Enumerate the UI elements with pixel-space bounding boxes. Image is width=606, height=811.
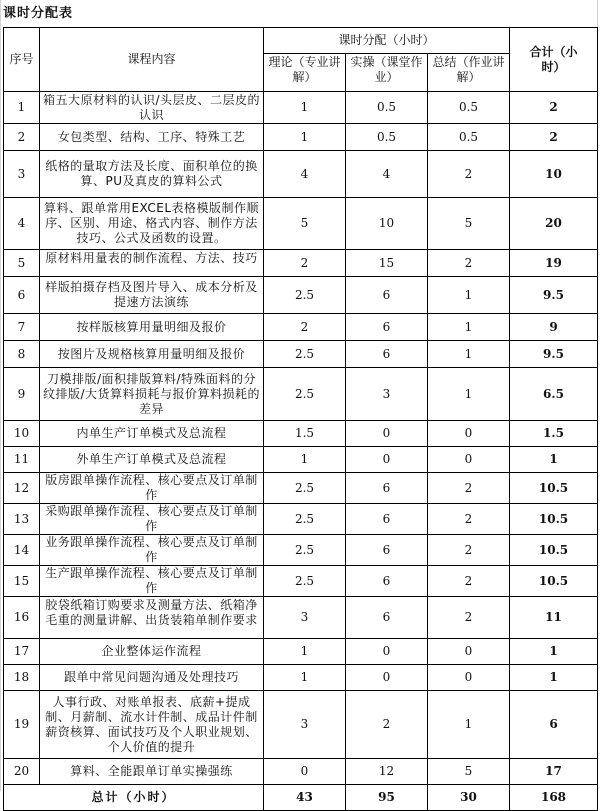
table-row <box>4 151 598 198</box>
sheet-left-edge <box>0 0 1 791</box>
row-theory[interactable]: 1 <box>264 92 346 124</box>
row-summary[interactable]: 2 <box>428 566 510 597</box>
table-row <box>4 504 598 535</box>
table-row <box>4 535 598 566</box>
row-index[interactable]: 10 <box>4 421 40 447</box>
row-index[interactable]: 7 <box>4 314 40 341</box>
row-practice[interactable]: 6 <box>346 597 428 639</box>
row-summary[interactable]: 0.5 <box>428 124 510 151</box>
row-index[interactable]: 11 <box>4 447 40 473</box>
row-content[interactable]: 外单生产订单模式及总流程 <box>40 447 264 473</box>
table-row <box>4 639 598 665</box>
row-theory[interactable]: 2.5 <box>264 473 346 504</box>
row-summary[interactable]: 0.5 <box>428 92 510 124</box>
row-content[interactable]: 按图片及规格核算用量明细及报价 <box>40 341 264 368</box>
row-content[interactable]: 刀模排版/面积排版算料/特殊面料的分纹排版/大货算料损耗与报价算料损耗的差异 <box>40 368 264 421</box>
row-theory[interactable]: 1.5 <box>264 421 346 447</box>
row-practice[interactable]: 0.5 <box>346 92 428 124</box>
header-total-label: 合计（小时） <box>529 44 578 74</box>
row-practice[interactable]: 6 <box>346 277 428 314</box>
row-content-text: 原材料用量表的制作流程、方法、技巧 <box>45 251 258 265</box>
row-total[interactable]: 9 <box>510 314 598 341</box>
row-content[interactable]: 业务跟单操作流程、核心要点及订单制作 <box>40 535 264 566</box>
row-theory[interactable]: 2 <box>264 250 346 277</box>
row-index[interactable]: 17 <box>4 639 40 665</box>
row-index[interactable]: 3 <box>4 151 40 198</box>
header-summary-label: 总结（作业讲解） <box>432 54 505 84</box>
grand-total-hours[interactable]: 168 <box>510 785 598 811</box>
row-index[interactable]: 8 <box>4 341 40 368</box>
row-summary[interactable]: 2 <box>428 535 510 566</box>
row-summary[interactable]: 2 <box>428 473 510 504</box>
row-content[interactable] <box>40 597 264 639</box>
table-row <box>4 473 598 504</box>
row-theory[interactable]: 1 <box>264 665 346 691</box>
row-content[interactable]: 按样版核算用量明细及报价 <box>40 314 264 341</box>
row-theory[interactable]: 2.5 <box>264 535 346 566</box>
row-index[interactable]: 13 <box>4 504 40 535</box>
table-row <box>4 198 598 250</box>
table-row <box>4 250 598 277</box>
row-total[interactable]: 2 <box>510 92 598 124</box>
row-practice[interactable]: 0 <box>346 665 428 691</box>
row-theory[interactable]: 2.5 <box>264 504 346 535</box>
row-practice[interactable]: 6 <box>346 341 428 368</box>
row-theory[interactable]: 3 <box>264 691 346 759</box>
row-total[interactable]: 6 <box>510 691 598 759</box>
row-total[interactable]: 11 <box>510 597 598 639</box>
row-practice[interactable]: 6 <box>346 314 428 341</box>
table-row <box>4 124 598 151</box>
table-row <box>4 92 598 124</box>
table-row <box>4 314 598 341</box>
row-total[interactable]: 17 <box>510 759 598 785</box>
row-practice[interactable]: 6 <box>346 566 428 597</box>
sheet-title: 课时分配表 <box>3 6 74 21</box>
row-theory[interactable]: 0 <box>264 759 346 785</box>
row-theory[interactable]: 1 <box>264 124 346 151</box>
row-total[interactable]: 20 <box>510 198 598 250</box>
row-practice[interactable]: 15 <box>346 250 428 277</box>
row-total[interactable]: 10.5 <box>510 535 598 566</box>
row-practice[interactable]: 0 <box>346 421 428 447</box>
row-summary[interactable]: 1 <box>428 691 510 759</box>
row-summary[interactable]: 0 <box>428 447 510 473</box>
row-content[interactable]: 生产跟单操作流程、核心要点及订单制作 <box>40 566 264 597</box>
row-index[interactable]: 20 <box>4 759 40 785</box>
row-index[interactable]: 5 <box>4 250 40 277</box>
row-content[interactable]: 算料、跟单常用EXCEL表格模版制作顺序、区别、用途、格式内容、制作方法技巧、公式及函数的设置。 <box>40 198 264 250</box>
row-theory[interactable]: 2.5 <box>264 341 346 368</box>
header-content[interactable]: 课程内容 <box>40 28 264 92</box>
row-practice[interactable]: 0.5 <box>346 124 428 151</box>
row-summary[interactable]: 1 <box>428 368 510 421</box>
row-practice[interactable]: 2 <box>346 691 428 759</box>
grand-total-practice[interactable]: 95 <box>346 785 428 811</box>
table-row <box>4 421 598 447</box>
row-content[interactable]: 人事行政、对账单报表、底薪+提成制、月薪制、流水计件制、成品计件制薪资核算、面试技巧及个人职业规划、个人价值的提升 <box>40 691 264 759</box>
row-summary[interactable]: 5 <box>428 759 510 785</box>
row-summary[interactable]: 0 <box>428 421 510 447</box>
row-summary[interactable]: 1 <box>428 277 510 314</box>
row-total[interactable]: 10.5 <box>510 473 598 504</box>
row-total[interactable]: 10.5 <box>510 504 598 535</box>
row-index[interactable]: 12 <box>4 473 40 504</box>
header-allocation-group[interactable]: 课时分配（小时） <box>264 28 510 54</box>
header-theory-label: 理论（专业讲解） <box>268 54 341 84</box>
grand-total-row <box>4 785 598 811</box>
row-theory[interactable]: 4 <box>264 151 346 198</box>
row-index[interactable]: 9 <box>4 368 40 421</box>
row-total[interactable]: 10 <box>510 151 598 198</box>
row-total[interactable]: 1.5 <box>510 421 598 447</box>
row-theory[interactable]: 2 <box>264 314 346 341</box>
row-theory[interactable]: 1 <box>264 639 346 665</box>
row-content[interactable]: 样版拍摄存档及图片导入、成本分析及提速方法演练 <box>40 277 264 314</box>
row-total[interactable]: 10.5 <box>510 566 598 597</box>
row-summary[interactable]: 2 <box>428 151 510 198</box>
row-total[interactable]: 1 <box>510 639 598 665</box>
row-total[interactable]: 1 <box>510 447 598 473</box>
table-row <box>4 691 598 759</box>
row-practice[interactable]: 12 <box>346 759 428 785</box>
header-total[interactable] <box>510 28 598 92</box>
row-summary[interactable]: 2 <box>428 250 510 277</box>
table-row <box>4 759 598 785</box>
header-summary[interactable] <box>428 54 510 92</box>
row-practice[interactable]: 6 <box>346 504 428 535</box>
row-summary[interactable]: 1 <box>428 341 510 368</box>
row-index[interactable]: 16 <box>4 597 40 639</box>
row-practice[interactable]: 10 <box>346 198 428 250</box>
table-row <box>4 597 598 639</box>
row-total[interactable]: 1 <box>510 665 598 691</box>
table-row <box>4 277 598 314</box>
table-row <box>4 566 598 597</box>
row-index[interactable]: 1 <box>4 92 40 124</box>
row-index[interactable]: 14 <box>4 535 40 566</box>
row-theory[interactable]: 2.5 <box>264 566 346 597</box>
row-content[interactable]: 版房跟单操作流程、核心要点及订单制作 <box>40 473 264 504</box>
row-practice[interactable]: 6 <box>346 535 428 566</box>
row-content[interactable]: 女包类型、结构、工序、特殊工艺 <box>40 124 264 151</box>
row-index[interactable]: 6 <box>4 277 40 314</box>
row-practice[interactable]: 3 <box>346 368 428 421</box>
row-total[interactable]: 9.5 <box>510 277 598 314</box>
grand-total-summary[interactable]: 30 <box>428 785 510 811</box>
grand-total-theory[interactable]: 43 <box>264 785 346 811</box>
header-practice[interactable] <box>346 54 428 92</box>
table-row <box>4 447 598 473</box>
row-theory[interactable]: 3 <box>264 597 346 639</box>
row-index[interactable]: 18 <box>4 665 40 691</box>
row-content[interactable]: 算料、全能跟单订单实操强练 <box>40 759 264 785</box>
row-summary[interactable]: 2 <box>428 504 510 535</box>
row-content[interactable]: 内单生产订单模式及总流程 <box>40 421 264 447</box>
row-content[interactable]: 纸格的量取方法及长度、面积单位的换算、PU及真皮的算料公式 <box>40 151 264 198</box>
table-row <box>4 368 598 421</box>
row-index[interactable]: 4 <box>4 198 40 250</box>
row-theory[interactable]: 2.5 <box>264 368 346 421</box>
row-total[interactable]: 9.5 <box>510 341 598 368</box>
row-summary[interactable]: 2 <box>428 597 510 639</box>
row-content[interactable]: 箱五大原材料的认识/头层皮、二层皮的认识 <box>40 92 264 124</box>
row-practice[interactable]: 0 <box>346 639 428 665</box>
row-content[interactable]: 企业整体运作流程 <box>40 639 264 665</box>
row-index[interactable]: 15 <box>4 566 40 597</box>
table-row <box>4 341 598 368</box>
row-summary[interactable]: 5 <box>428 198 510 250</box>
row-summary[interactable]: 0 <box>428 665 510 691</box>
row-summary[interactable]: 1 <box>428 314 510 341</box>
row-practice[interactable]: 6 <box>346 473 428 504</box>
row-total[interactable]: 6.5 <box>510 368 598 421</box>
row-index[interactable]: 2 <box>4 124 40 151</box>
header-theory[interactable] <box>264 54 346 92</box>
header-index[interactable]: 序号 <box>4 28 40 92</box>
row-theory[interactable]: 5 <box>264 198 346 250</box>
row-index[interactable]: 19 <box>4 691 40 759</box>
row-content-text: 胶袋纸箱订购要求及测量方法、纸箱净毛重的测量讲解、出货装箱单制作要求 <box>45 597 258 627</box>
row-total[interactable]: 2 <box>510 124 598 151</box>
header-row-1 <box>4 28 598 54</box>
row-theory[interactable]: 2.5 <box>264 277 346 314</box>
row-content[interactable]: 跟单中常见问题沟通及处理技巧 <box>40 665 264 691</box>
row-content[interactable] <box>40 250 264 277</box>
row-practice[interactable]: 4 <box>346 151 428 198</box>
header-practice-label: 实操（课堂作业） <box>350 54 423 84</box>
row-content[interactable]: 采购跟单操作流程、核心要点及订单制作 <box>40 504 264 535</box>
grand-total-label[interactable]: 总计（小时） <box>4 785 264 811</box>
row-total[interactable]: 19 <box>510 250 598 277</box>
row-summary[interactable]: 0 <box>428 639 510 665</box>
table-row <box>4 665 598 691</box>
row-practice[interactable]: 0 <box>346 447 428 473</box>
row-theory[interactable]: 1 <box>264 447 346 473</box>
course-hour-allocation-table <box>3 27 598 811</box>
